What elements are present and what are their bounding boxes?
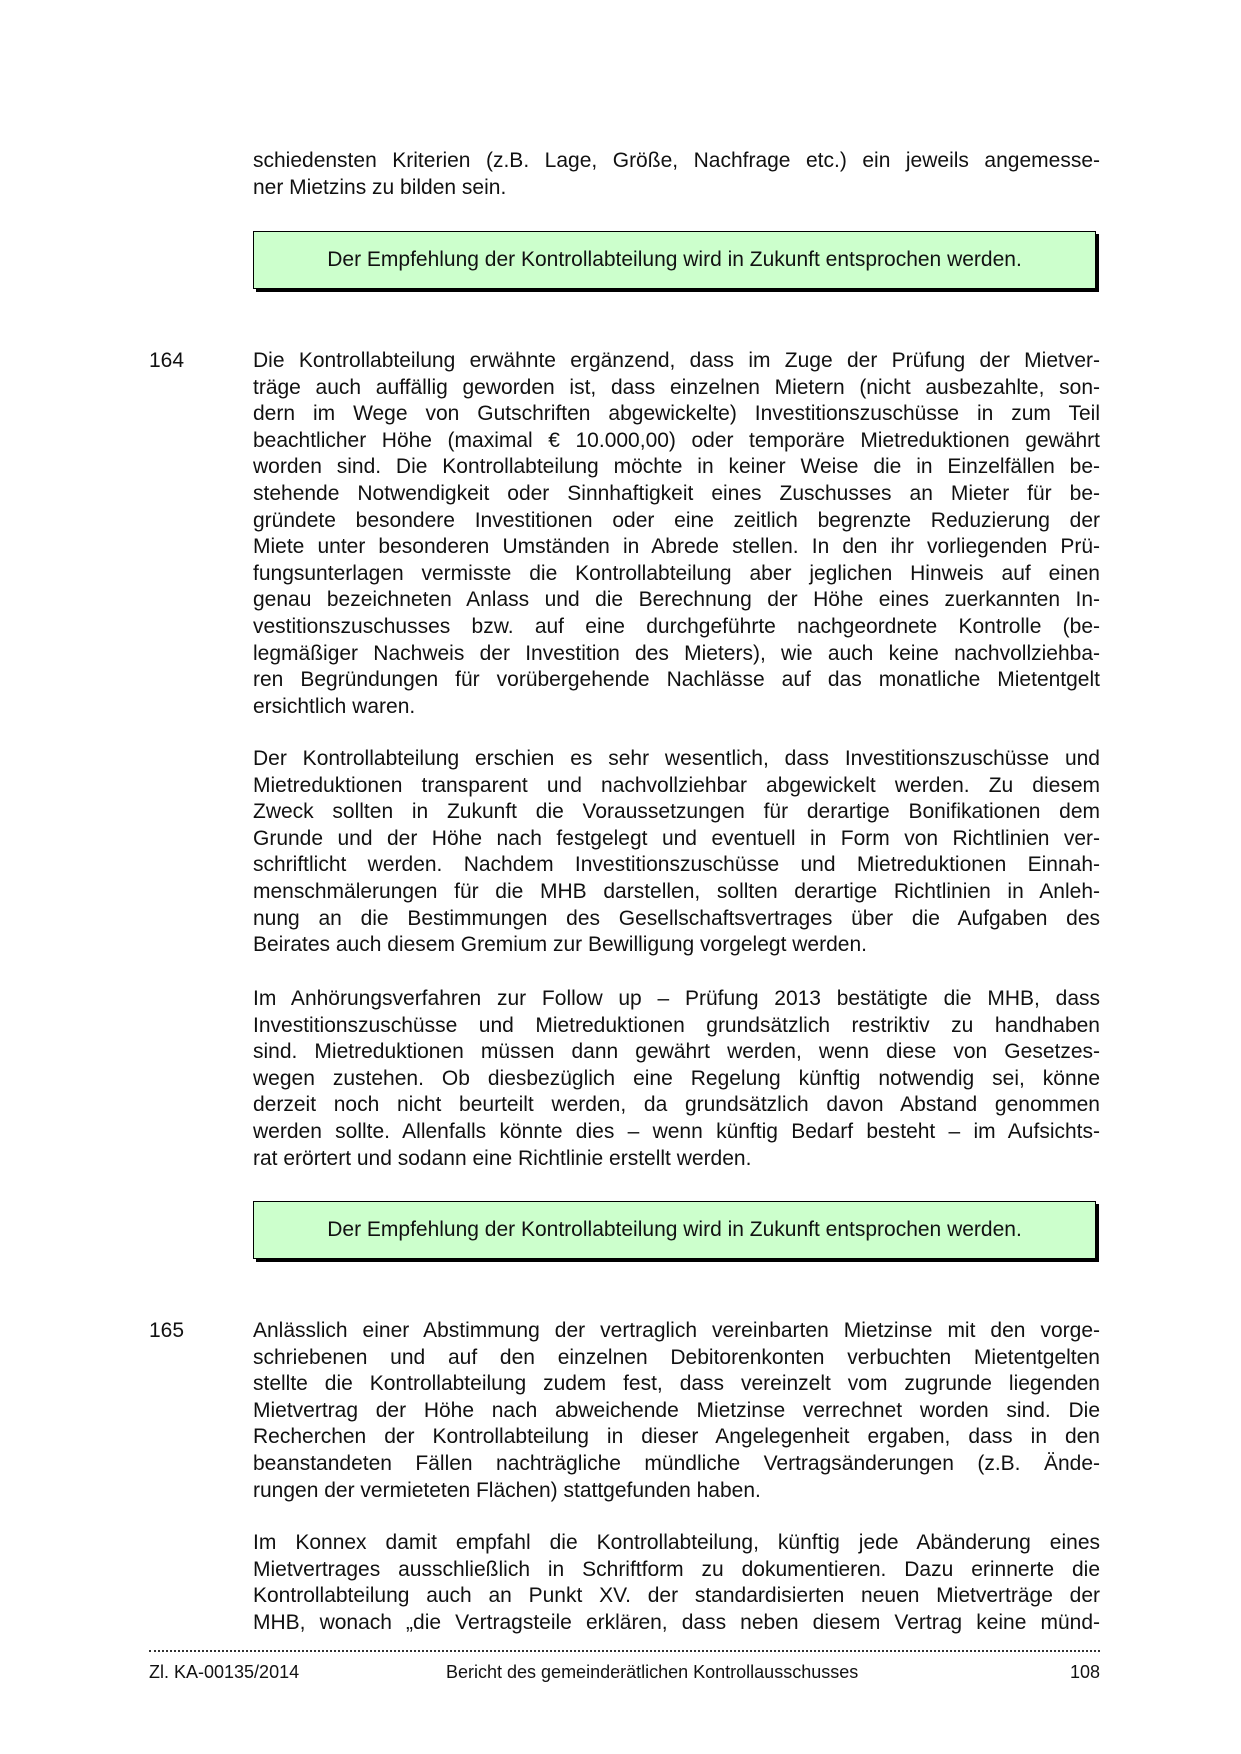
footer-page-number: 108 bbox=[1069, 1662, 1100, 1682]
footer-divider bbox=[149, 1650, 1100, 1652]
text-line: Anlässlich einer Abstimmung der vertraglich vereinbarten Mietzinse mit den vorge- bbox=[253, 1319, 1100, 1342]
text-line: beanstandeten Fällen nachträgliche mündliche Vertragsänderungen (z.B. Ände- bbox=[253, 1451, 1100, 1475]
text-line: Mietvertrages ausschließlich in Schriftform zu dokumentieren. Dazu erinnerte die bbox=[253, 1557, 1100, 1581]
footer-title: Bericht des gemeinderätlichen Kontrollausschusses bbox=[446, 1662, 859, 1682]
paragraph bbox=[253, 746, 1100, 959]
text-line: beachtlicher Höhe (maximal € 10.000,00) oder temporäre Mietreduktionen gewährt bbox=[253, 428, 1100, 452]
text-line: Im Konnex damit empfahl die Kontrollabteilung, künftig jede Abänderung eines bbox=[253, 1531, 1100, 1554]
recommendation-response-text: Der Empfehlung der Kontrollabteilung wird in Zukunft entsprochen werden. bbox=[327, 248, 1022, 271]
text-line: legmäßiger Nachweis der Investition des Mieters), wie auch keine nachvollziehba- bbox=[253, 641, 1100, 665]
text-line: schriebenen und auf den einzelnen Debitorenkonten verbuchten Mietentgelten bbox=[253, 1345, 1100, 1369]
text-line: Mietreduktionen transparent und nachvollziehbar abgewickelt werden. Zu diesem bbox=[253, 773, 1100, 797]
text-line: menschmälerungen für die MHB darstellen, sollten derartige Richtlinien in Anleh- bbox=[253, 879, 1100, 903]
text-line: vestitionszuschusses bzw. auf eine durchgeführte nachgeordnete Kontrolle (be- bbox=[253, 614, 1100, 638]
paragraph bbox=[253, 1530, 1100, 1636]
text-line: Im Anhörungsverfahren zur Follow up – Prüfung 2013 bestätigte die MHB, dass bbox=[253, 987, 1100, 1010]
text-line: Kontrollabteilung auch an Punkt XV. der standardisierten neuen Mietverträge der bbox=[253, 1584, 1100, 1608]
text-line: Mietvertrag der Höhe nach abweichende Mietzinse verrechnet worden sind. Die bbox=[253, 1398, 1100, 1422]
text-line: Grunde und der Höhe nach festgelegt und eventuell in Form von Richtlinien ver- bbox=[253, 826, 1100, 850]
paragraph-number: 164 bbox=[149, 349, 185, 372]
text-line: genau bezeichneten Anlass und die Berechnung der Höhe eines zuerkannten In- bbox=[253, 588, 1100, 612]
text-line: schiedensten Kriterien (z.B. Lage, Größe, Nachfrage etc.) ein jeweils angemesse- bbox=[253, 149, 1100, 172]
text-line: stehende Notwendigkeit oder Sinnhaftigkeit eines Zuschusses an Mieter für be- bbox=[253, 481, 1100, 505]
text-line: rungen der vermieteten Flächen) stattgefunden haben. bbox=[253, 1478, 761, 1502]
text-line: derzeit noch nicht beurteilt werden, da grundsätzlich davon Abstand genommen bbox=[253, 1093, 1100, 1117]
text-line: Zweck sollten in Zukunft die Voraussetzungen für derartige Bonifikationen dem bbox=[253, 800, 1100, 824]
text-line: Investitionszuschüsse und Mietreduktionen grundsätzlich restriktiv zu handhaben bbox=[253, 1013, 1100, 1037]
text-line: werden sollte. Allenfalls könnte dies – wenn künftig Bedarf besteht – im Aufsichts- bbox=[253, 1119, 1100, 1143]
text-line: wegen zustehen. Ob diesbezüglich eine Regelung künftig notwendig sei, könne bbox=[253, 1066, 1100, 1090]
text-line: worden sind. Die Kontrollabteilung möchte in keiner Weise die in Einzelfällen be- bbox=[253, 455, 1100, 479]
paragraph bbox=[253, 148, 1100, 201]
text-line: Beirates auch diesem Gremium zur Bewilligung vorgelegt werden. bbox=[253, 933, 867, 957]
recommendation-response-box bbox=[253, 231, 1096, 289]
text-line: stellte die Kontrollabteilung zudem fest, dass vereinzelt vom zugrunde liegenden bbox=[253, 1372, 1100, 1396]
recommendation-response-text: Der Empfehlung der Kontrollabteilung wird in Zukunft entsprochen werden. bbox=[327, 1218, 1022, 1241]
text-line: rat erörtert und sodann eine Richtlinie erstellt werden. bbox=[253, 1146, 752, 1170]
paragraph bbox=[253, 348, 1100, 720]
text-line: nung an die Bestimmungen des Gesellschaftsvertrages über die Aufgaben des bbox=[253, 906, 1100, 930]
text-line: Der Kontrollabteilung erschien es sehr wesentlich, dass Investitionszuschüsse und bbox=[253, 747, 1100, 770]
text-line: gründete besondere Investitionen oder eine zeitlich begrenzte Reduzierung der bbox=[253, 508, 1100, 532]
text-line: ersichtlich waren. bbox=[253, 694, 416, 718]
text-line: ren Begründungen für vorübergehende Nachlässe auf das monatliche Mietentgelt bbox=[253, 668, 1100, 692]
recommendation-response-box bbox=[253, 1201, 1096, 1259]
text-line: dern im Wege von Gutschriften abgewickelte) Investitionszuschüsse in zum Teil bbox=[253, 402, 1100, 426]
text-line: MHB, wonach „die Vertragsteile erklären, dass neben diesem Vertrag keine münd- bbox=[253, 1610, 1100, 1634]
text-line: träge auch auffällig geworden ist, dass einzelnen Mietern (nicht ausbezahlte, son- bbox=[253, 375, 1100, 399]
text-line: sind. Mietreduktionen müssen dann gewährt werden, wenn diese von Gesetzes- bbox=[253, 1040, 1100, 1064]
text-line: Die Kontrollabteilung erwähnte ergänzend, dass im Zuge der Prüfung der Mietver- bbox=[253, 349, 1100, 372]
text-line: Miete unter besonderen Umständen in Abrede stellen. In den ihr vorliegenden Prü- bbox=[253, 535, 1100, 559]
text-line: Recherchen der Kontrollabteilung in dieser Angelegenheit ergaben, dass in den bbox=[253, 1425, 1100, 1449]
text-line: fungsunterlagen vermisste die Kontrollabteilung aber jeglichen Hinweis auf einen bbox=[253, 561, 1100, 585]
text-line: ner Mietzins zu bilden sein. bbox=[253, 175, 507, 199]
paragraph bbox=[253, 1318, 1100, 1504]
text-line: schriftlicht werden. Nachdem Investitionszuschüsse und Mietreduktionen Einnah- bbox=[253, 853, 1100, 877]
paragraph-number: 165 bbox=[149, 1319, 185, 1342]
footer-reference: Zl. KA-00135/2014 bbox=[149, 1662, 300, 1682]
paragraph bbox=[253, 986, 1100, 1172]
